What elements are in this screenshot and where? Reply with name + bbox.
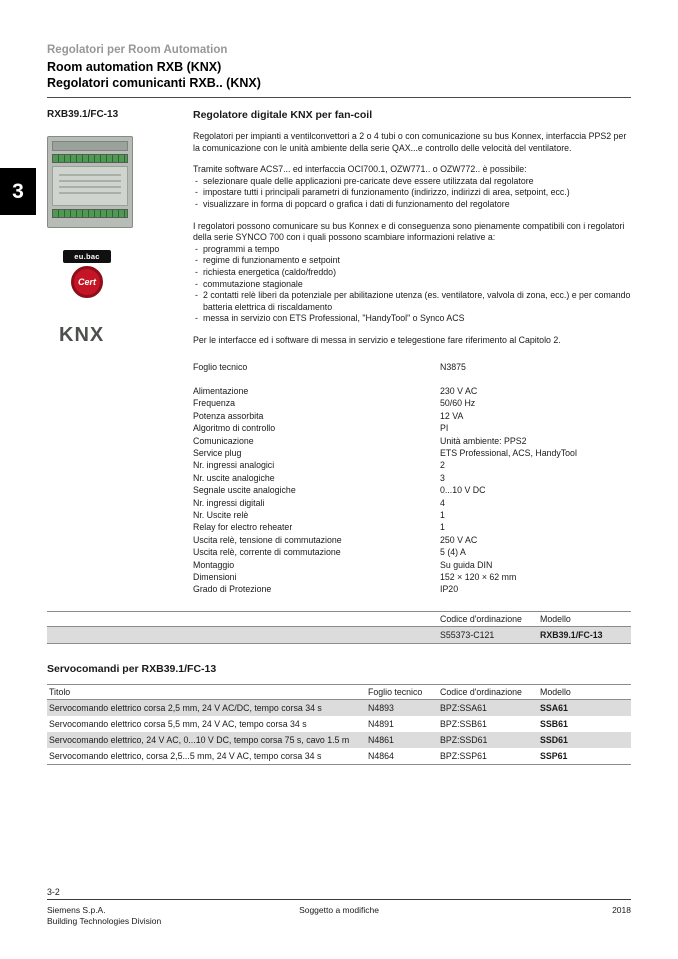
cell-sheet: N4893 [368, 702, 394, 713]
spec-row [193, 497, 631, 509]
cell-code: BPZ:SSP61 [440, 750, 487, 761]
spec-row [193, 385, 631, 397]
spec-label: Montaggio [193, 559, 235, 570]
spec-value: ETS Professional, ACS, HandyTool [440, 447, 577, 458]
table-row [47, 748, 631, 765]
column-header-code: Codice d'ordinazione [440, 686, 522, 697]
spec-value: 50/60 Hz [440, 398, 476, 409]
spec-value: 4 [440, 497, 445, 508]
table-row [47, 700, 631, 716]
spec-label: Nr. Uscite relè [193, 509, 249, 520]
spec-row [193, 361, 631, 373]
spec-value: 3 [440, 472, 445, 483]
spec-row [193, 410, 631, 422]
cell-code: BPZ:SSA61 [440, 702, 487, 713]
footer-note: Soggetto a modifiche [299, 905, 379, 915]
cell-title: Servocomando elettrico corsa 2,5 mm, 24 V AC/DC, tempo corsa 34 s [49, 702, 322, 713]
spec-value: 1 [440, 522, 445, 533]
table-row [47, 732, 631, 748]
intro-paragraph: Regolatori per impianti a ventilconvettori a 2 o 4 tubi o con comunicazione su bus Konnex, interfaccia PPS2 per la comunicazione con le unità ambiente della serie QAX...e controllo delle velocità del ventilatore. [193, 131, 627, 153]
device-top-section [52, 141, 128, 151]
ordering-header-spacer [49, 614, 440, 624]
right-column [193, 109, 631, 596]
column-header-model: Modello [540, 613, 571, 624]
spec-value: N3875 [440, 361, 466, 372]
cell-title: Servocomando elettrico, 24 V AC, 0...10 V DC, tempo corsa 75 s, cavo 1.5 m [49, 734, 350, 745]
ordering-row-spacer [49, 630, 440, 640]
spec-row [193, 472, 631, 484]
device-terminal-strip-bottom [52, 209, 128, 218]
spec-label: Dimensioni [193, 572, 237, 582]
column-header-model: Modello [540, 686, 571, 697]
left-column [47, 109, 193, 596]
bus-bullet-list [193, 244, 631, 325]
cell-model: SSD61 [540, 734, 568, 745]
cell-sheet: N4864 [368, 750, 394, 761]
table-row [47, 716, 631, 732]
page-header [47, 44, 631, 98]
spec-label: Service plug [193, 447, 242, 458]
eubac-cert-logo [63, 250, 111, 298]
spec-value: 2 [440, 460, 445, 471]
spec-row [193, 534, 631, 546]
footer-division: Building Technologies Division [47, 916, 162, 926]
spec-label: Uscita relè, tensione di commutazione [193, 534, 342, 545]
product-heading: Regolatore digitale KNX per fan-coil [193, 109, 373, 121]
spec-row [193, 397, 631, 409]
spec-value: PI [440, 423, 449, 434]
software-bullet-list [193, 176, 631, 211]
column-header-code: Codice d'ordinazione [440, 613, 522, 624]
bullet-item: - 2 contatti relè liberi da potenziale per abilitazione utenza (es. ventilatore, valvola di zona, ecc.) e per comando batteria elettrica di riscaldamento [193, 290, 631, 313]
spec-value: 5 (4) A [440, 547, 466, 558]
kicker: Regolatori per Room Automation [47, 44, 228, 56]
servo-header-row [47, 684, 631, 700]
servo-section [47, 663, 631, 765]
spec-value: 230 V AC [440, 385, 478, 396]
spec-label: Algoritmo di controllo [193, 423, 276, 434]
spec-row [193, 559, 631, 571]
header-rule [47, 97, 631, 98]
spec-row [193, 521, 631, 533]
bullet-item: - messa in servizio con ETS Professional, "HandyTool" o Synco ACS [193, 313, 631, 325]
eubac-cert-badge: Cert [71, 266, 103, 298]
knx-logo: KNX [59, 324, 105, 346]
footer-year: 2018 [612, 905, 631, 915]
spec-table [193, 361, 631, 596]
spec-label: Grado di Protezione [193, 584, 272, 595]
bullet-item: - regime di funzionamento e setpoint [193, 255, 631, 267]
cell-title: Servocomando elettrico corsa 5,5 mm, 24 V AC, tempo corsa 34 s [49, 718, 307, 729]
spec-value: 0...10 V DC [440, 485, 486, 496]
spec-label: Alimentazione [193, 385, 249, 396]
spec-row [193, 484, 631, 496]
spec-row [193, 459, 631, 471]
spec-value: Unità ambiente: PPS2 [440, 435, 527, 446]
product-model: RXB39.1/FC-13 [47, 109, 119, 120]
spec-label: Frequenza [193, 398, 236, 409]
cell-code: BPZ:SSB61 [440, 718, 487, 729]
spec-label: Nr. ingressi digitali [193, 497, 265, 508]
spec-row [193, 571, 631, 583]
ordering-header-row [47, 611, 631, 627]
chapter-tab: 3 [0, 168, 36, 215]
spec-label: Foglio tecnico [193, 361, 248, 372]
spec-value: 152 × 120 × 62 mm [440, 572, 517, 582]
page-subtitle: Regolatori comunicanti RXB.. (KNX) [47, 75, 261, 90]
footer-rule [47, 899, 631, 900]
bullet-item: - commutazione stagionale [193, 279, 631, 291]
bullet-item: - programmi a tempo [193, 244, 631, 256]
spec-value: 12 VA [440, 410, 464, 421]
spec-value: Su guida DIN [440, 559, 493, 570]
servo-heading: Servocomandi per RXB39.1/FC-13 [47, 662, 217, 675]
footer-company: Siemens S.p.A. [47, 905, 106, 915]
eubac-logo-text: eu.bac [63, 250, 111, 263]
spec-label: Segnale uscite analogiche [193, 485, 296, 496]
bullet-item: - selezionare quale delle applicazioni pre-caricate deve essere utilizzata dal regolatore [193, 176, 631, 188]
ordering-row [47, 627, 631, 644]
bullet-item: - impostare tutti i principali parametri di funzionamento (indirizzo, indirizzi di area, setpoint, ecc.) [193, 187, 631, 199]
spec-row [193, 583, 631, 595]
bus-intro: I regolatori possono comunicare su bus Konnex e di conseguenza sono pienamente compatibili con i regolatori della serie SYNCO 700 con i quali possono scambiare informazioni relative a: [193, 220, 625, 243]
bullet-item: - richiesta energetica (caldo/freddo) [193, 267, 631, 279]
ordering-model: RXB39.1/FC-13 [540, 629, 603, 640]
spec-label: Nr. ingressi analogici [193, 460, 275, 471]
cell-code: BPZ:SSD61 [440, 734, 488, 745]
spec-row [193, 509, 631, 521]
column-header-title: Titolo [49, 686, 71, 697]
product-image [47, 136, 133, 228]
cell-model: SSA61 [540, 702, 568, 713]
cell-model: SSP61 [540, 750, 568, 761]
spec-value: IP20 [440, 584, 459, 595]
spec-value: 1 [440, 509, 445, 520]
spec-value: 250 V AC [440, 534, 478, 545]
spec-row [193, 422, 631, 434]
cell-model: SSB61 [540, 718, 568, 729]
ordering-table [47, 611, 631, 644]
footer-company-block [47, 905, 267, 927]
reference-note: Per le interfacce ed i software di messa in servizio e telegestione fare riferimento al Capitolo 2. [193, 334, 561, 345]
spec-label: Comunicazione [193, 435, 254, 446]
spec-label: Nr. uscite analogiche [193, 472, 275, 483]
bullet-item: - visualizzare in forma di popcard o grafica i dati di funzionamento del regolatore [193, 199, 631, 211]
spec-row [193, 447, 631, 459]
spec-label: Potenza assorbita [193, 410, 264, 421]
page-title: Room automation RXB (KNX) [47, 60, 222, 74]
cell-sheet: N4861 [368, 734, 394, 745]
spec-row [193, 435, 631, 447]
spec-label: Relay for electro reheater [193, 522, 293, 533]
cell-sheet: N4891 [368, 718, 394, 729]
spec-row [193, 546, 631, 558]
cell-title: Servocomando elettrico, corsa 2,5...5 mm, 24 V AC, tempo corsa 34 s [49, 750, 322, 761]
spec-label: Uscita relè, corrente di commutazione [193, 547, 341, 558]
device-terminal-strip-top [52, 154, 128, 163]
footer-page-number: 3-2 [47, 887, 60, 897]
page-footer [47, 899, 631, 927]
column-header-sheet: Foglio tecnico [368, 686, 423, 697]
device-label-area [52, 166, 128, 206]
ordering-code: S55373-C121 [440, 629, 495, 640]
software-intro: Tramite software ACS7... ed interfaccia OCI700.1, OZW771.. o OZW772.. è possibile: [193, 164, 527, 175]
